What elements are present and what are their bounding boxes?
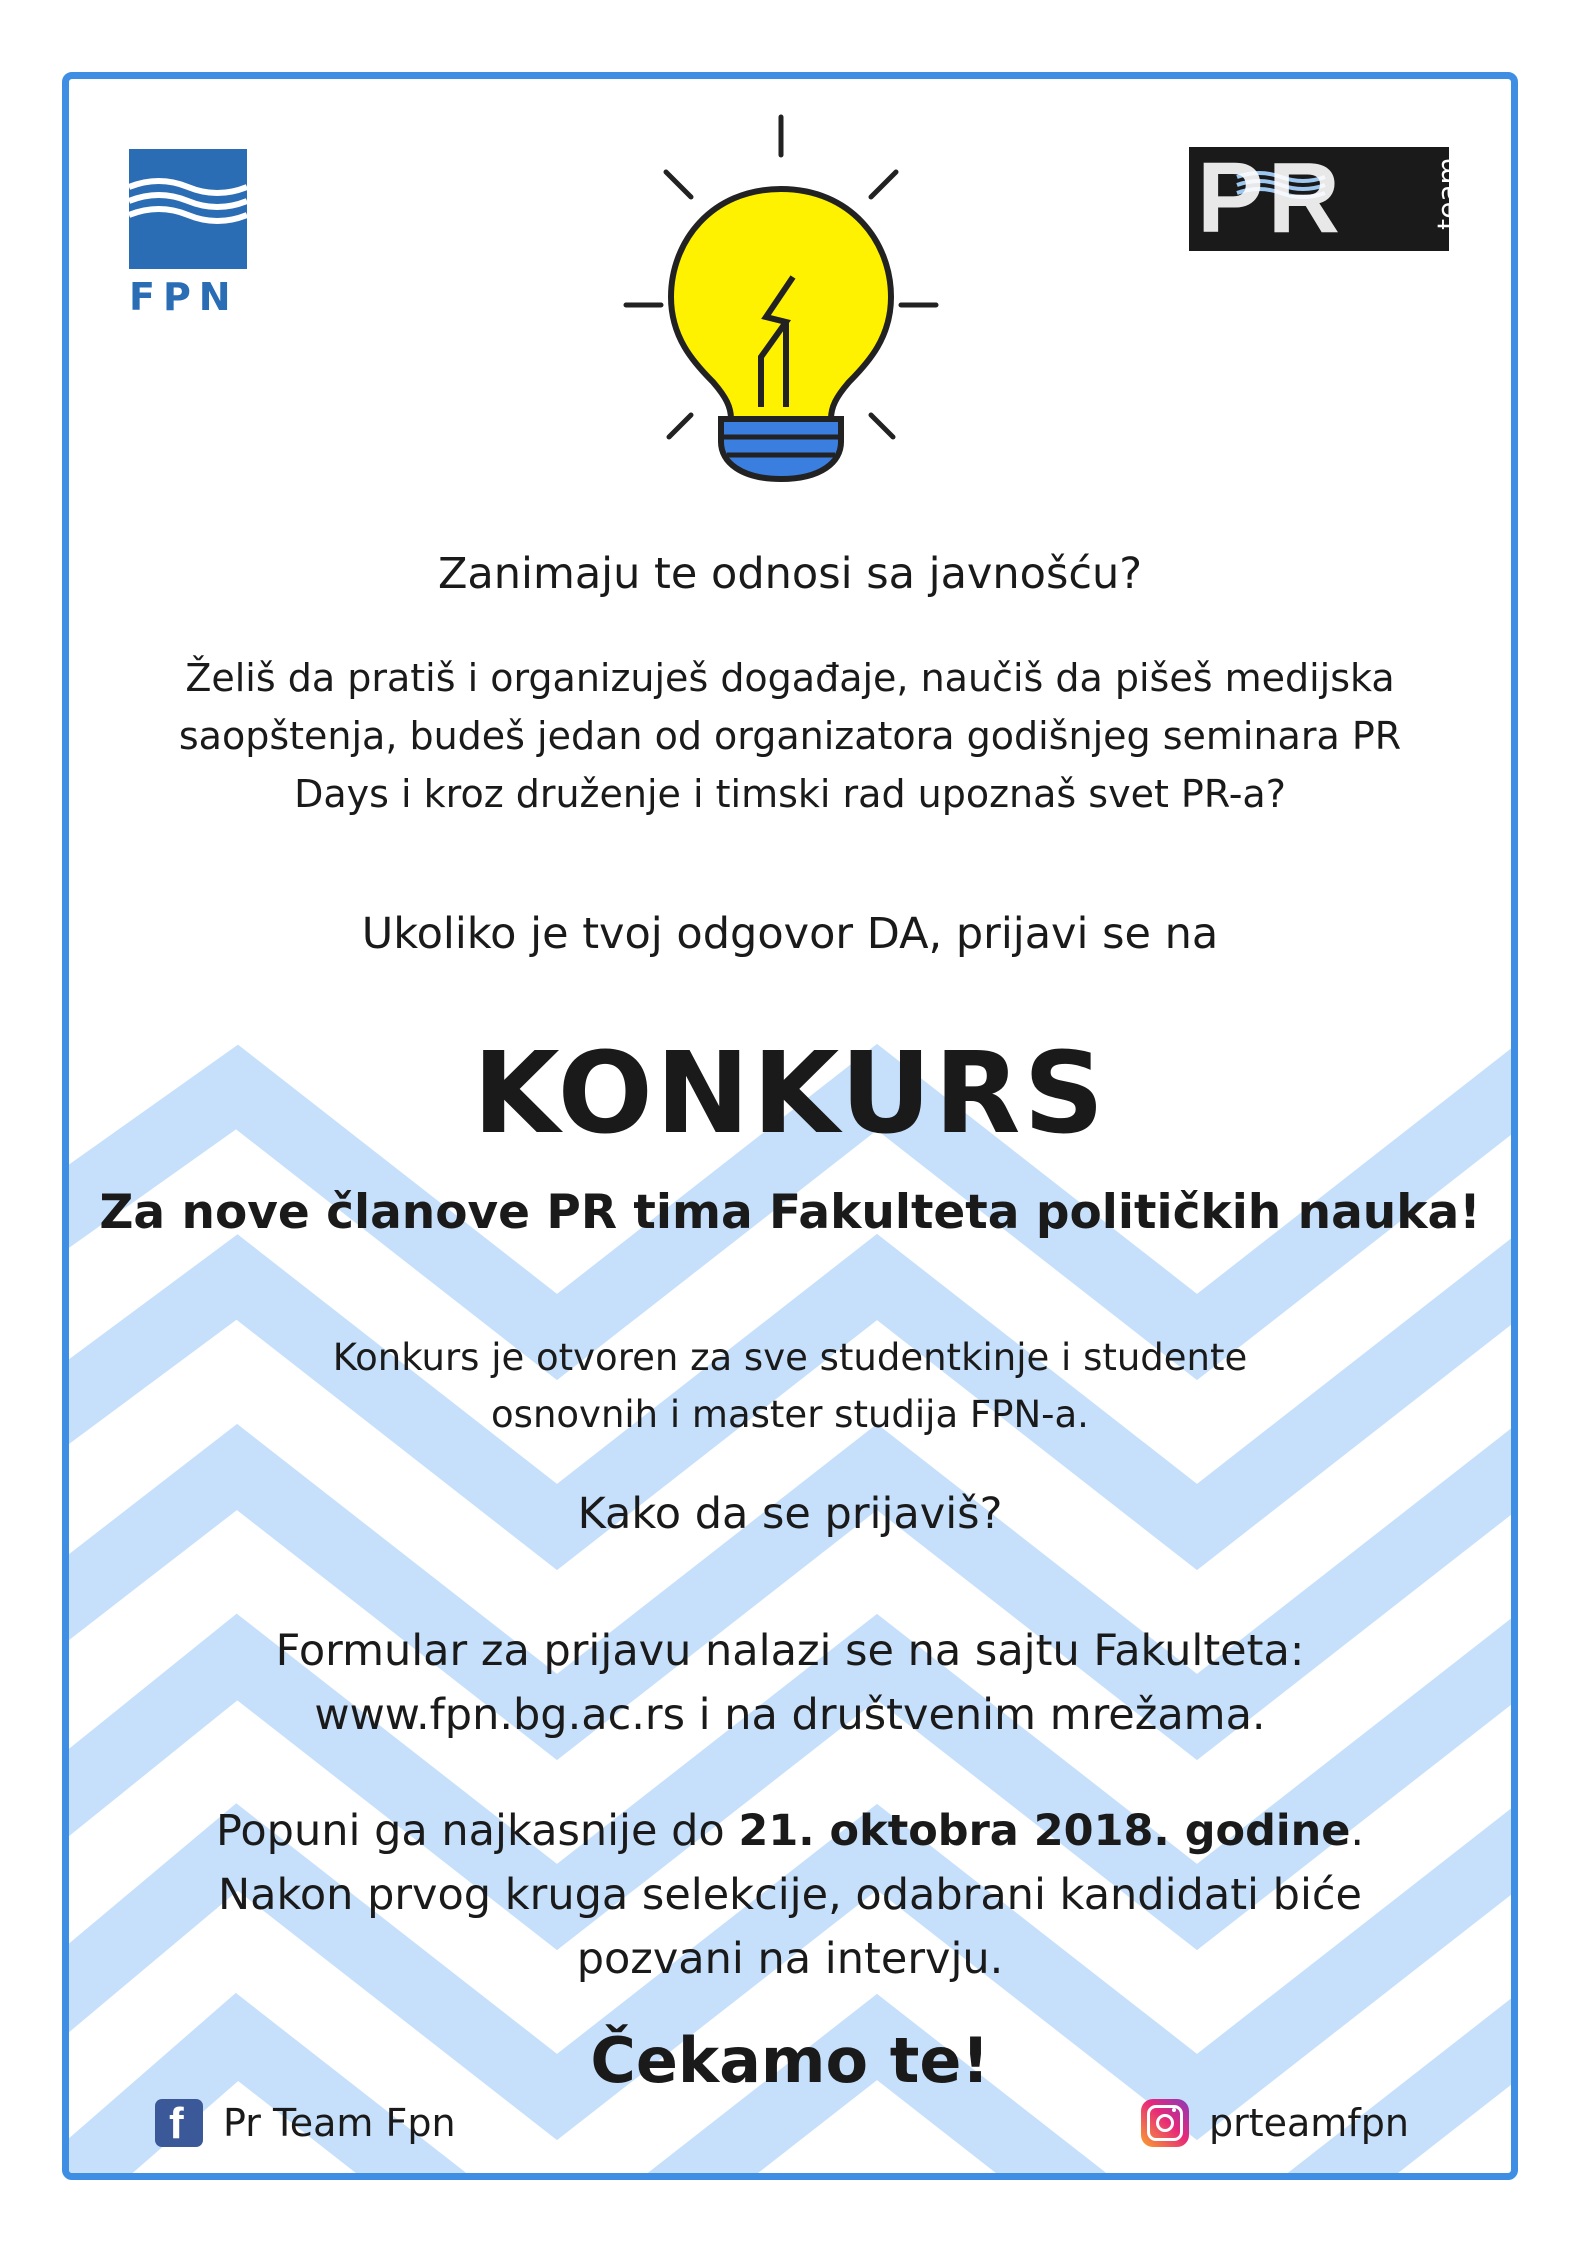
form-line-2: www.fpn.bg.ac.rs i na društvenim mrežama. [314, 1690, 1266, 1740]
open-line-1: Konkurs je otvoren za sve studentkinje i studente [332, 1336, 1248, 1379]
instagram-link[interactable] [1141, 2099, 1409, 2147]
selection-line-1: Nakon prvog kruga selekcije, odabrani kandidati biće [217, 1870, 1363, 1920]
facebook-link[interactable] [155, 2099, 456, 2147]
instagram-icon [1141, 2099, 1189, 2147]
deadline-paragraph [69, 1799, 1511, 1991]
form-paragraph [69, 1619, 1511, 1747]
deadline-line [69, 1799, 1511, 1863]
open-paragraph [69, 1329, 1511, 1443]
deadline-date: 21. oktobra 2018. godine [738, 1806, 1351, 1856]
instagram-handle: prteamfpn [1209, 2101, 1409, 2145]
headline: KONKURS [472, 1029, 1108, 1159]
pr-team-logo [1189, 142, 1464, 254]
intro-paragraph: Želiš da pratiš i organizuješ događaje, naučiš da pišeš medijska saopštenja, budeš jedan od organizatora godišnjeg seminara PR Days i kroz druženje i timski rad upoznaš svet PR-a? [178, 656, 1402, 816]
subheadline: Za nove članove PR tima Fakulteta političkih nauka! [99, 1185, 1481, 1240]
pr-team-logo-text: PR [1197, 142, 1344, 254]
poster-frame [62, 72, 1518, 2180]
deadline-suffix: . [1350, 1806, 1365, 1856]
open-line-2: osnovnih i master studija FPN-a. [491, 1393, 1089, 1436]
facebook-handle: Pr Team Fpn [223, 2101, 456, 2145]
answer-line: Ukoliko je tvoj odgovor DA, prijavi se na [361, 909, 1219, 959]
pr-team-logo-small: team [1430, 157, 1464, 230]
form-line-1: Formular za prijavu nalazi se na sajtu Fakulteta: [275, 1626, 1305, 1676]
selection-line-2: pozvani na intervju. [576, 1934, 1004, 1984]
fpn-logo-mark [129, 149, 247, 269]
question-heading: Zanimaju te odnosi sa javnošću? [437, 549, 1143, 599]
fpn-logo-text: FPN [129, 275, 239, 319]
facebook-icon: f [155, 2099, 203, 2147]
deadline-prefix: Popuni ga najkasnije do [215, 1806, 739, 1856]
how-heading: Kako da se prijaviš? [577, 1489, 1003, 1539]
fpn-logo [129, 149, 247, 319]
closing-heading: Čekamo te! [590, 2024, 990, 2097]
lightbulb-icon [581, 107, 981, 517]
